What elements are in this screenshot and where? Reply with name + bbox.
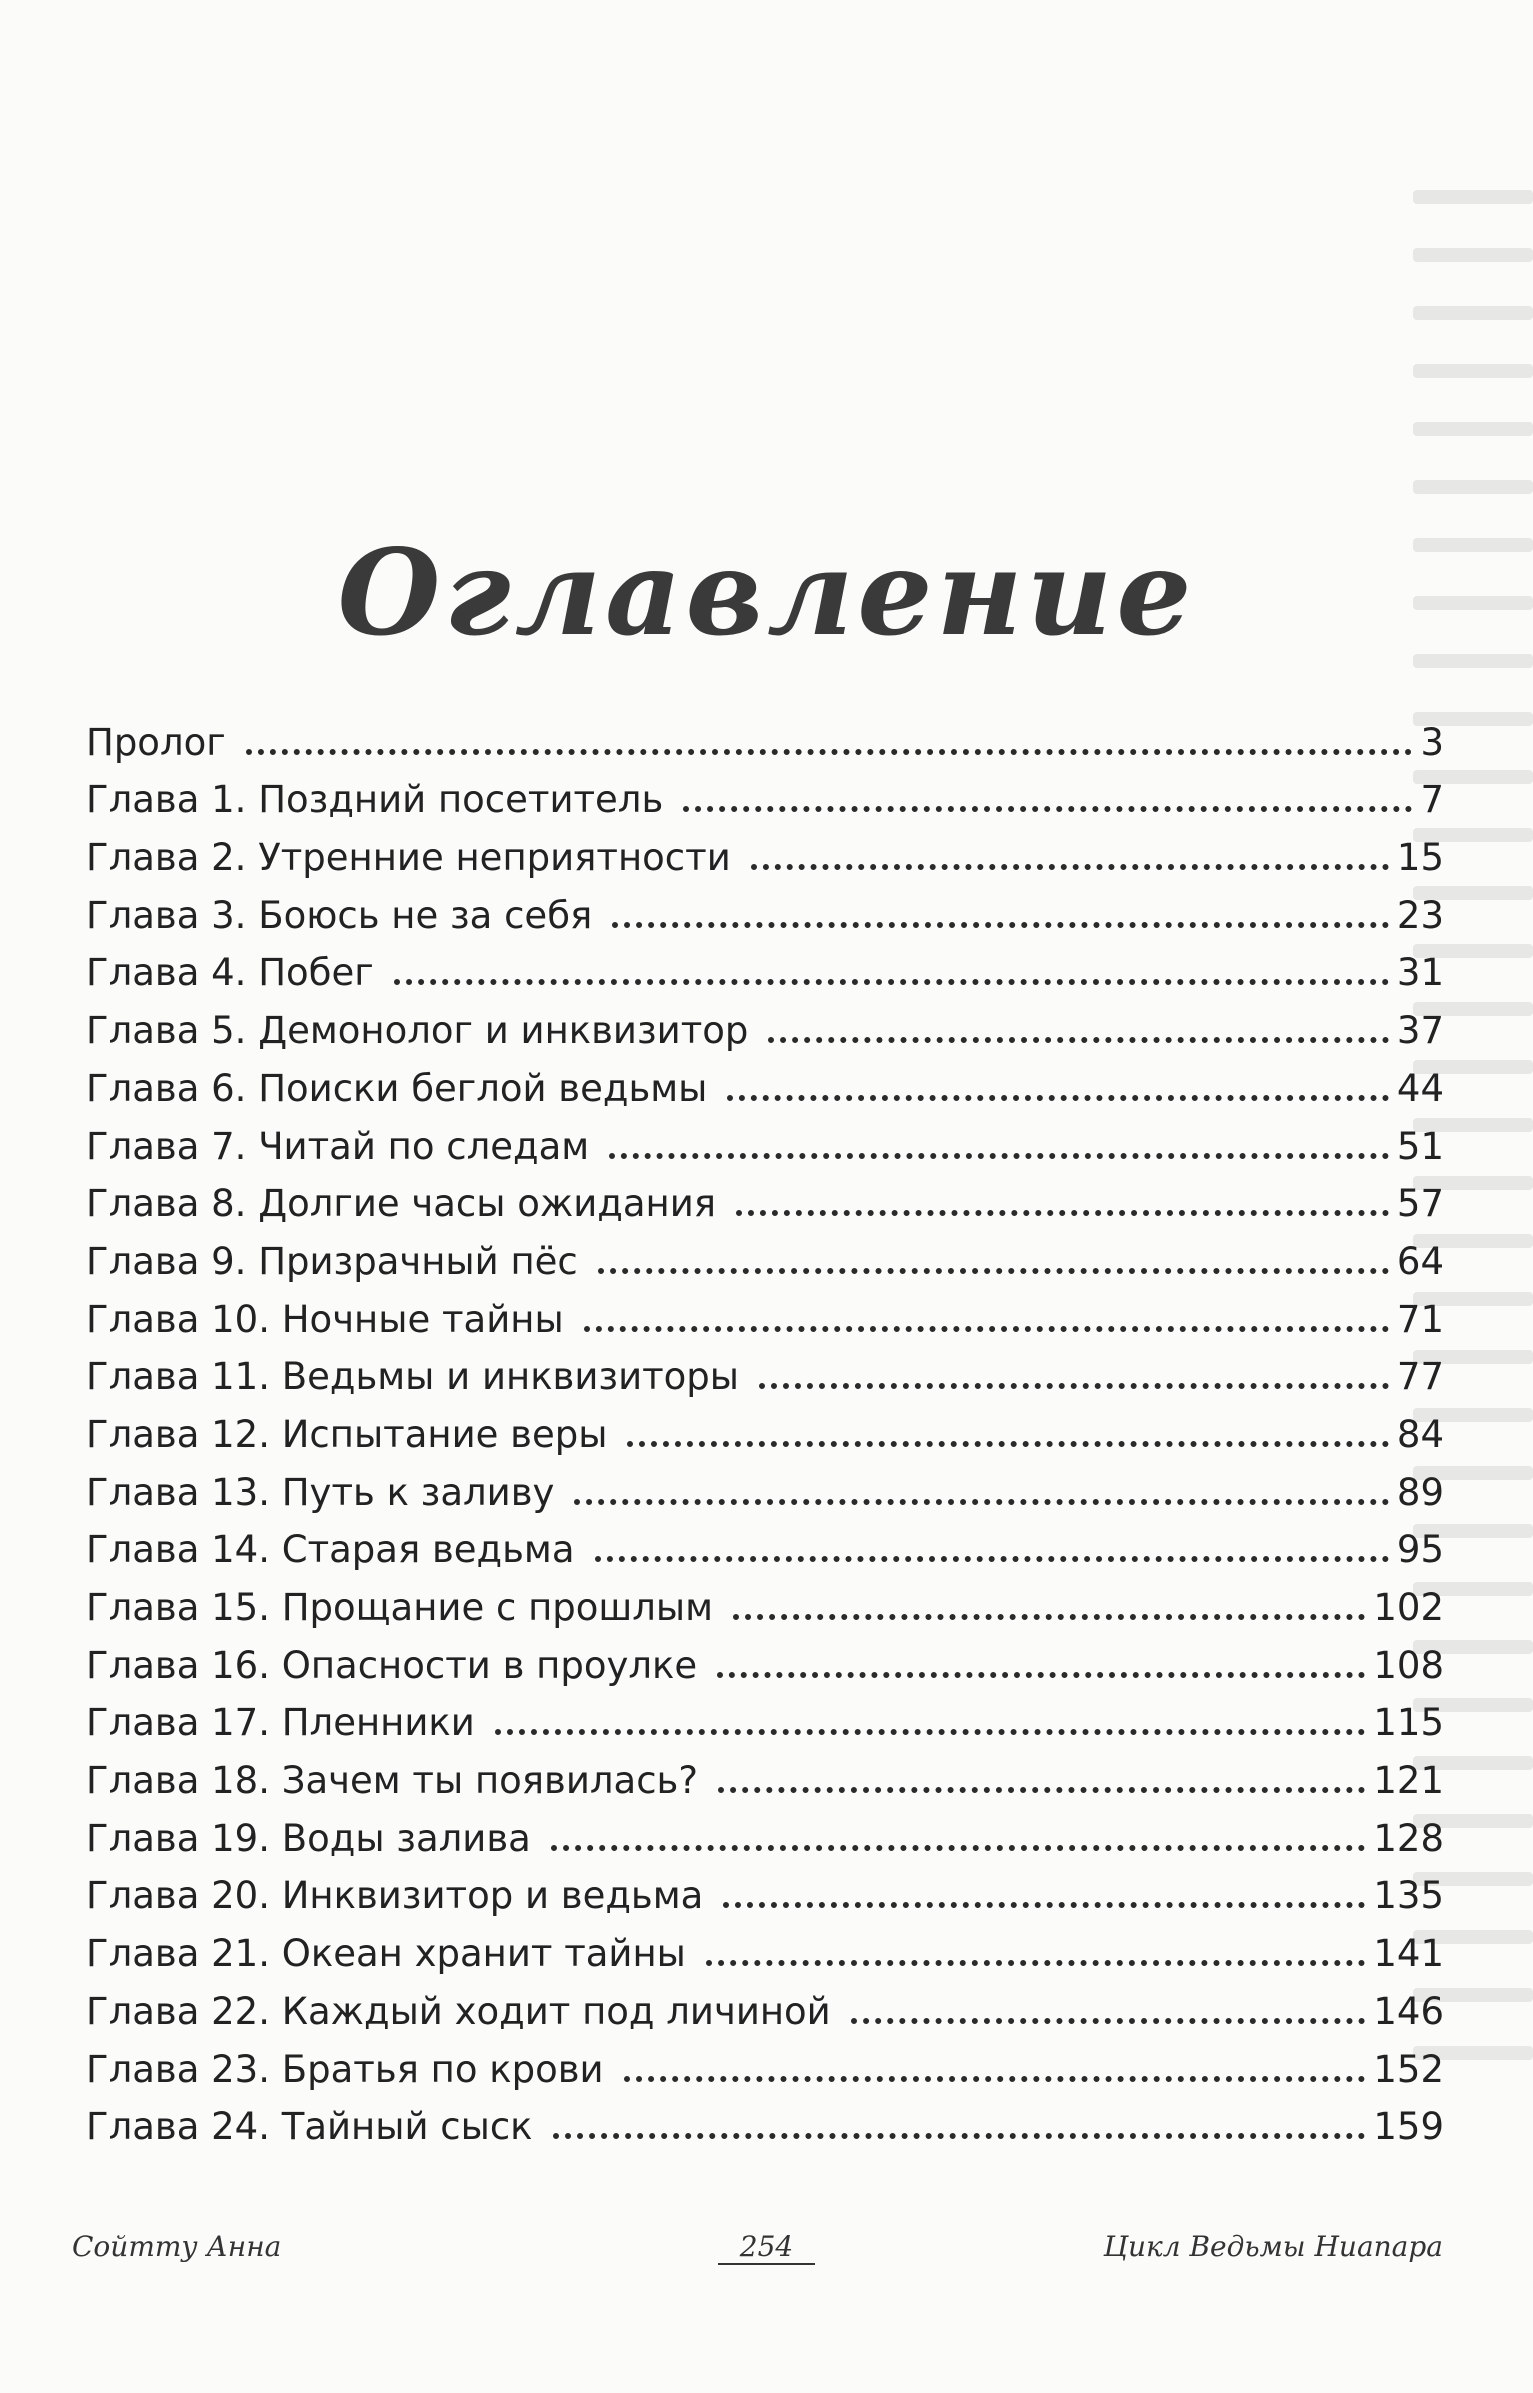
toc-entry xyxy=(86,876,1444,937)
toc-entry-page: 102 xyxy=(1373,1586,1444,1629)
toc-entry xyxy=(86,1511,1444,1572)
toc-entry-page: 44 xyxy=(1396,1066,1444,1110)
toc-entry-title: Глава 3. Боюсь не за себя xyxy=(86,893,593,937)
toc-entry-page: 152 xyxy=(1373,2047,1444,2091)
toc-entry-page: 71 xyxy=(1396,1297,1444,1341)
toc-entry-page: 115 xyxy=(1373,1701,1444,1745)
page-title: Оглавление xyxy=(337,523,1196,663)
toc-leader-dots xyxy=(723,1902,1365,1908)
toc-entry-title: Глава 16. Опасности в проулке xyxy=(86,1643,698,1687)
toc-entry-title: Глава 12. Испытание веры xyxy=(86,1412,608,1456)
toc-leader-dots xyxy=(733,1614,1365,1620)
toc-entry-page: 31 xyxy=(1396,951,1444,995)
toc-entry-page: 128 xyxy=(1373,1816,1444,1860)
toc-leader-dots xyxy=(584,1326,1389,1332)
toc-leader-dots xyxy=(495,1729,1366,1735)
toc-entry xyxy=(86,1107,1444,1168)
toc-entry-page: 51 xyxy=(1396,1124,1444,1168)
toc-entry xyxy=(86,1338,1444,1399)
toc-entry-title: Глава 24. Тайный сыск xyxy=(86,2105,533,2149)
toc-entry-page: 3 xyxy=(1420,720,1444,764)
page-number: 254 xyxy=(718,2230,815,2265)
toc-leader-dots xyxy=(574,1499,1388,1505)
toc-leader-dots xyxy=(394,979,1389,985)
toc-leader-dots xyxy=(246,749,1413,755)
toc-entry-title: Глава 19. Воды залива xyxy=(86,1816,531,1860)
toc-entry-title: Глава 13. Путь к заливу xyxy=(86,1470,555,1514)
toc-entry-page: 89 xyxy=(1396,1470,1444,1514)
toc-entry xyxy=(86,1165,1444,1226)
toc-entry xyxy=(86,2030,1444,2091)
toc-entry-title: Глава 20. Инквизитор и ведьма xyxy=(86,1874,704,1918)
toc-leader-dots xyxy=(751,864,1389,870)
toc-entry-page: 141 xyxy=(1373,1932,1444,1976)
toc-entry xyxy=(86,1914,1444,1976)
toc-entry-title: Глава 21. Океан хранит тайны xyxy=(86,1932,686,1976)
toc-entry-title: Глава 9. Призрачный пёс xyxy=(86,1239,578,1283)
toc-entry xyxy=(86,2088,1444,2149)
toc-entry-page: 108 xyxy=(1373,1643,1444,1687)
toc-leader-dots xyxy=(706,1960,1365,1966)
toc-entry xyxy=(86,991,1444,1053)
toc-entry-title: Глава 1. Поздний посетитель xyxy=(86,778,664,822)
toc-entry-title: Глава 4. Побег xyxy=(86,951,374,995)
toc-entry-page: 77 xyxy=(1396,1355,1444,1399)
toc-entry-title: Глава 15. Прощание с прошлым xyxy=(86,1586,714,1629)
toc-leader-dots xyxy=(851,2018,1366,2024)
toc-entry-page: 64 xyxy=(1396,1239,1444,1283)
toc-entry-title: Глава 8. Долгие часы ожидания xyxy=(86,1182,717,1226)
toc-leader-dots xyxy=(718,1787,1365,1793)
toc-entry-title: Глава 5. Демонолог и инквизитор xyxy=(86,1009,749,1053)
toc-entry xyxy=(86,1741,1444,1803)
toc-entry xyxy=(86,761,1444,822)
toc-entry-title: Глава 10. Ночные тайны xyxy=(86,1297,564,1341)
toc-leader-dots xyxy=(553,2133,1366,2139)
toc-entry-page: 135 xyxy=(1373,1874,1444,1918)
toc-leader-dots xyxy=(551,1845,1366,1851)
toc-entry xyxy=(86,1857,1444,1918)
toc-entry-title: Глава 2. Утренние неприятности xyxy=(86,836,731,880)
toc-leader-dots xyxy=(717,1672,1365,1678)
toc-entry xyxy=(86,703,1444,764)
toc-entry xyxy=(86,1799,1444,1860)
toc-entry xyxy=(86,1280,1444,1341)
footer-author: Сойтту Анна xyxy=(72,2230,282,2263)
toc-entry-title: Глава 18. Зачем ты появилась? xyxy=(86,1759,698,1803)
toc-leader-dots xyxy=(612,922,1389,928)
table-of-contents xyxy=(86,703,1444,2149)
toc-entry-page: 15 xyxy=(1396,836,1444,880)
toc-entry-title: Глава 6. Поиски беглой ведьмы xyxy=(86,1066,708,1110)
toc-entry xyxy=(86,1626,1444,1687)
toc-entry-title: Глава 23. Братья по крови xyxy=(86,2047,604,2091)
toc-entry xyxy=(86,1222,1444,1283)
toc-entry-page: 95 xyxy=(1396,1528,1444,1572)
toc-leader-dots xyxy=(627,1441,1388,1447)
toc-entry-title: Глава 14. Старая ведьма xyxy=(86,1528,575,1572)
toc-entry xyxy=(86,1684,1444,1745)
toc-entry-page: 7 xyxy=(1420,778,1444,822)
toc-leader-dots xyxy=(736,1210,1389,1216)
toc-entry-page: 23 xyxy=(1396,893,1444,937)
toc-entry xyxy=(86,1972,1444,2033)
toc-entry xyxy=(86,1453,1444,1514)
footer-series: Цикл Ведьмы Ниапара xyxy=(1103,2230,1443,2263)
toc-entry-page: 37 xyxy=(1396,1009,1444,1053)
toc-leader-dots xyxy=(683,806,1412,812)
toc-leader-dots xyxy=(727,1095,1389,1101)
toc-entry xyxy=(86,818,1444,880)
toc-entry-page: 84 xyxy=(1396,1412,1444,1456)
toc-entry-page: 146 xyxy=(1373,1989,1444,2033)
toc-entry xyxy=(86,934,1444,995)
toc-leader-dots xyxy=(598,1268,1389,1274)
toc-leader-dots xyxy=(595,1556,1389,1562)
toc-entry-title: Глава 11. Ведьмы и инквизиторы xyxy=(86,1355,740,1399)
toc-entry-title: Пролог xyxy=(86,720,226,764)
toc-entry-title: Глава 22. Каждый ходит под личиной xyxy=(86,1989,831,2033)
toc-entry-title: Глава 17. Пленники xyxy=(86,1701,475,1745)
toc-entry-title: Глава 7. Читай по следам xyxy=(86,1124,590,1168)
toc-entry xyxy=(86,1049,1444,1110)
toc-entry xyxy=(86,1395,1444,1456)
toc-entry xyxy=(86,1568,1444,1629)
toc-leader-dots xyxy=(609,1153,1389,1159)
toc-leader-dots xyxy=(759,1383,1389,1389)
toc-entry-page: 159 xyxy=(1373,2105,1444,2149)
toc-entry-page: 121 xyxy=(1373,1759,1444,1803)
toc-entry-page: 57 xyxy=(1396,1182,1444,1226)
toc-leader-dots xyxy=(768,1037,1389,1043)
toc-leader-dots xyxy=(624,2076,1366,2082)
